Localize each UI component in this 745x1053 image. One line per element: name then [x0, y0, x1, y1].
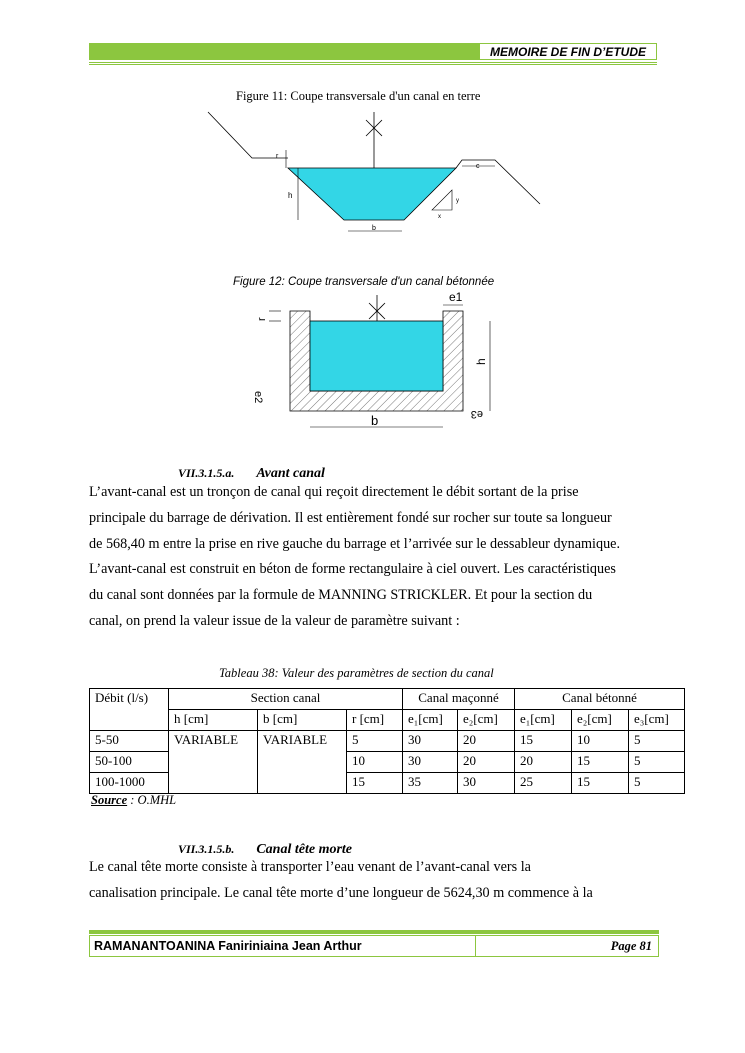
cell-r: 15	[347, 773, 403, 794]
paragraph-line: principale du barrage de dérivation. Il est entièrement fondé sur rocher sur toute sa longueur	[89, 509, 612, 526]
cell-e2: 20	[458, 752, 515, 773]
label-c: c	[476, 163, 480, 170]
subheader-r: r [cm]	[347, 710, 403, 731]
paragraph-canal-tete-morte	[89, 855, 659, 907]
label-h: h	[474, 358, 488, 365]
cell-e3: 5	[629, 731, 685, 752]
label-e1: e1	[449, 290, 463, 304]
header-debit: Débit (l/s)	[90, 689, 169, 731]
cell-e2: 15	[572, 752, 629, 773]
section-a-title: Avant canal	[256, 466, 325, 481]
table-row	[90, 731, 685, 752]
cell-debit: 5-50	[90, 731, 169, 752]
paragraph-line: canalisation principale. Le canal tête morte d’une longueur de 5624,30 m commence à la	[89, 884, 593, 901]
header-underline	[89, 62, 657, 65]
water-section	[288, 168, 456, 220]
footer-author: RAMANANTOANINA Faniriniaina Jean Arthur	[94, 939, 362, 953]
footer-bar	[89, 930, 659, 934]
label-r: r	[276, 153, 279, 160]
cell-e2: 20	[458, 731, 515, 752]
cell-e2: 10	[572, 731, 629, 752]
label-r: r	[256, 317, 268, 321]
subheader-h: h [cm]	[169, 710, 258, 731]
figure-12-concrete-canal-diagram	[245, 287, 505, 432]
subheader-e1: e₁[cm]	[515, 710, 572, 731]
label-e2: e2	[252, 391, 264, 404]
cell-e1: 15	[515, 731, 572, 752]
paragraph-line: de 568,40 m entre la prise en rive gauche du barrage et l’arrivée sur le dessableur dynamique.	[89, 535, 621, 552]
cell-e2: 30	[458, 773, 515, 794]
label-h: h	[288, 191, 293, 200]
paragraph-line: canal, on prend la valeur issue de la valeur de paramètre suivant :	[89, 612, 460, 629]
paragraph-line: Le canal tête morte consiste à transporter l’eau venant de l’avant-canal vers la	[89, 859, 531, 875]
section-b-number: VII.3.1.5.b.	[178, 842, 235, 856]
cell-b-variable: VARIABLE	[258, 731, 347, 794]
slope-triangle	[432, 190, 452, 210]
subheader-e1: e₁[cm]	[403, 710, 458, 731]
section-b-title: Canal tête morte	[256, 842, 353, 857]
cell-e1: 20	[515, 752, 572, 773]
water-section	[310, 321, 443, 391]
cell-debit: 100-1000	[90, 773, 169, 794]
header-title: MEMOIRE DE FIN D’ETUDE	[479, 43, 657, 60]
label-x: x	[438, 214, 441, 220]
footer-divider	[475, 936, 476, 956]
page-footer	[89, 930, 659, 958]
footer-page-number: Page 81	[610, 939, 652, 953]
source-label: Source	[91, 793, 128, 807]
parameters-table	[89, 688, 685, 794]
paragraph-avant-canal	[89, 480, 659, 635]
paragraph-line: L’avant-canal est construit en béton de forme rectangulaire à ciel ouvert. Les caractéristiques	[89, 561, 616, 578]
cell-debit: 50-100	[90, 752, 169, 773]
left-bank-line	[208, 112, 288, 158]
cell-e1: 25	[515, 773, 572, 794]
cell-r: 5	[347, 731, 403, 752]
label-y: y	[456, 198, 459, 204]
table-subheader-row	[90, 710, 685, 731]
section-a-number: VII.3.1.5.a.	[178, 466, 235, 480]
cell-e1: 30	[403, 731, 458, 752]
table-header-row	[90, 689, 685, 710]
table-source	[91, 793, 176, 808]
figure-12-caption: Figure 12: Coupe transversale d'un canal bétonnée	[233, 276, 495, 288]
cell-e3: 5	[629, 773, 685, 794]
figure-11-caption: Figure 11: Coupe transversale d'un canal en terre	[236, 89, 481, 103]
table-caption: Tableau 38: Valeur des paramètres de section du canal	[219, 666, 494, 680]
footer-box	[89, 935, 659, 957]
subheader-e2: e₂[cm]	[572, 710, 629, 731]
subheader-e2: e₂[cm]	[458, 710, 515, 731]
header-canal-betonne: Canal bétonné	[515, 689, 685, 710]
paragraph-line: L’avant-canal est un tronçon de canal qui reçoit directement le débit sortant de la prise	[89, 484, 579, 500]
cell-r: 10	[347, 752, 403, 773]
source-value: : O.MHL	[127, 793, 177, 807]
figure-11-earth-canal-diagram	[200, 106, 545, 236]
label-e3: e3	[470, 408, 483, 420]
cell-e3: 5	[629, 752, 685, 773]
right-bank-line	[456, 160, 540, 204]
cell-e1: 35	[403, 773, 458, 794]
subheader-e3: e₃[cm]	[629, 710, 685, 731]
label-b: b	[371, 413, 379, 428]
header-canal-maconne: Canal maçonné	[403, 689, 515, 710]
paragraph-line: du canal sont données par la formule de MANNING STRICKLER. Et pour la section du	[89, 587, 593, 604]
page-header	[89, 43, 657, 65]
subheader-b: b [cm]	[258, 710, 347, 731]
cell-e1: 30	[403, 752, 458, 773]
cell-h-variable: VARIABLE	[169, 731, 258, 794]
cell-e2: 15	[572, 773, 629, 794]
header-section-canal: Section canal	[169, 689, 403, 710]
label-b: b	[372, 225, 376, 232]
